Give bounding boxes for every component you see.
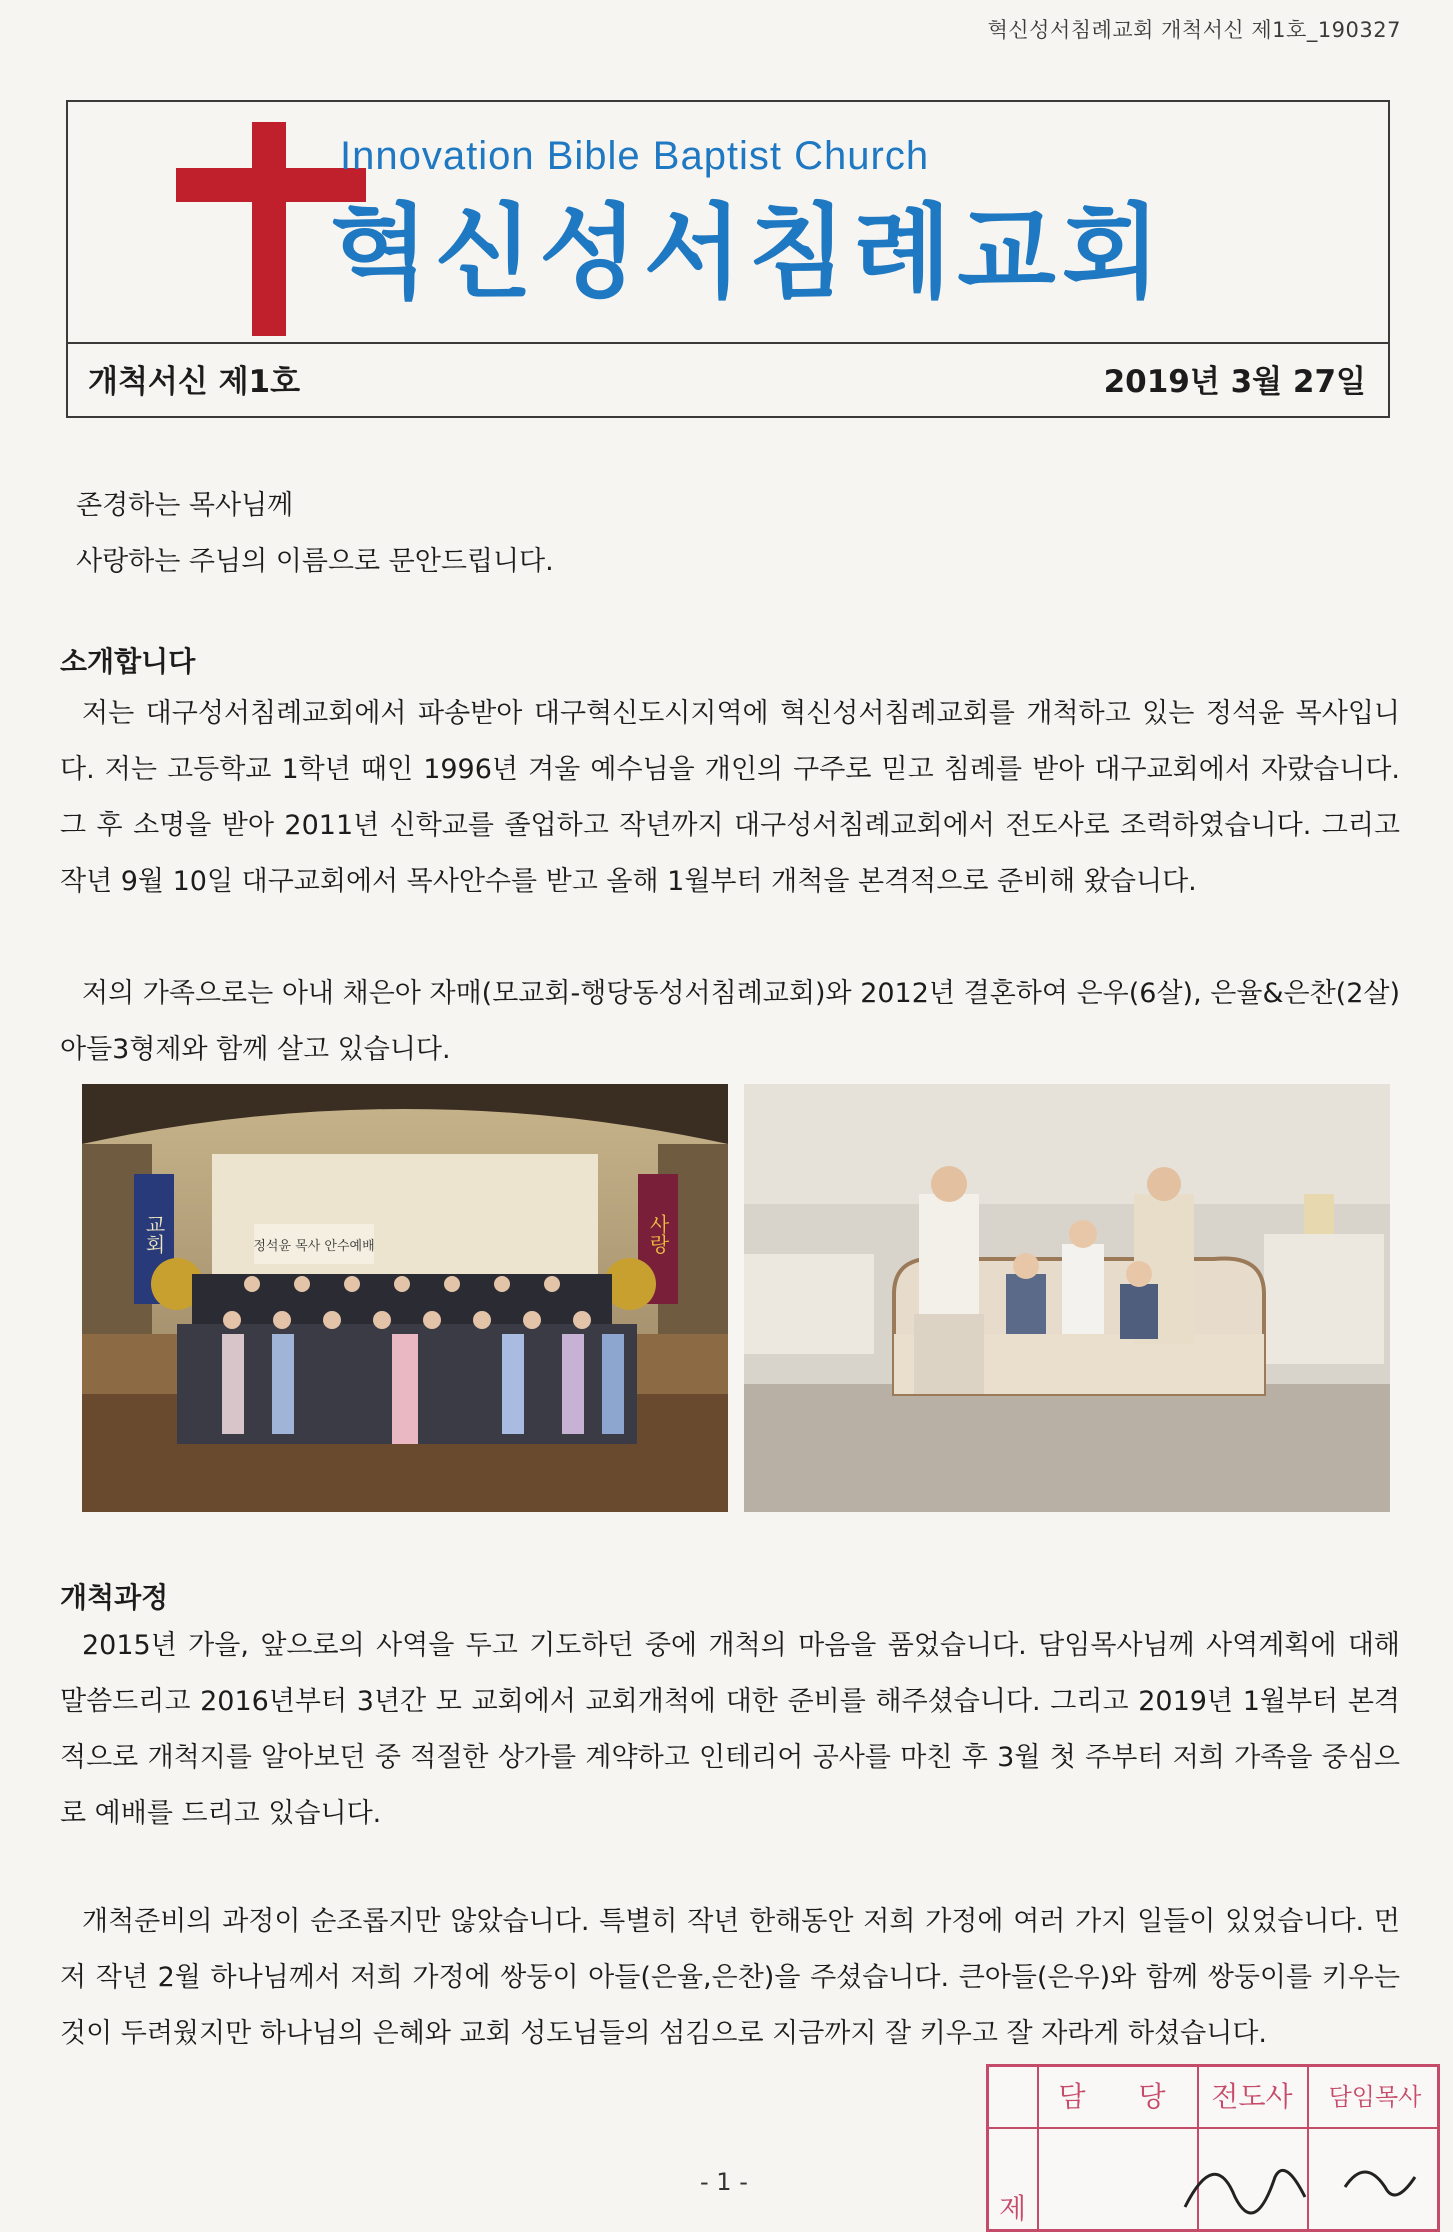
stamp-side-text: 제 [999,2192,1027,2225]
signature-mark [1175,2137,1435,2227]
stamp-col-2: 당 [1138,2080,1166,2113]
page-id: 혁신성서침례교회 개척서신 제1호_190327 [987,18,1401,42]
intro-paragraph-2: 저의 가족으로는 아내 채은아 자매(모교회-행당동성서침례교회)와 2012년 결혼하여 은우(6살), 은율&은찬(2살) 아들3형제와 함께 살고 있습니다. [60,978,1400,1065]
process-paragraph-2: 개척준비의 과정이 순조롭지만 않았습니다. 특별히 작년 한해동안 저희 가정에 여러 가지 일들이 있었습니다. 먼저 작년 2월 하나님께서 저희 가정에 쌍둥이 아들(은율,은찬)을 주셨습니다. 큰아들(은우)와 함께 쌍둥이를 키우는 것이 두려웠지만 하나님의 은혜와 교회 성도님들의 섬김으로 지금까지 잘 키우고 잘 자라게 하셨습니다. [60,1906,1400,2049]
issue-date: 2019년 3월 27일 [1103,364,1366,400]
issue-label: 개척서신 제1호 [88,364,301,400]
greeting [76,478,554,590]
masthead-divider [68,342,1388,344]
ordination-group-photo [82,1084,728,1512]
approval-stamp [986,2064,1440,2232]
process-paragraph-1: 2015년 가을, 앞으로의 사역을 두고 기도하던 중에 개척의 마음을 품었습니다. 담임목사님께 사역계획에 대해 말씀드리고 2016년부터 3년간 모 교회에서 교회개척에 대한 준비를 해주셨습니다. 그리고 2019년 1월부터 본격적으로 개척지를 알아보던 중 적절한 상가를 계약하고 인테리어 공사를 마친 후 3월 첫 주부터 저희 가족을 중심으로 예배를 드리고 있습니다. [60,1630,1400,1829]
stamp-col-4: 담임목사 [1328,2083,1422,2111]
banner-right-text: 사랑 [646,1214,670,1254]
ordination-sign-text: 정석윤 목사 안수예배 [253,1239,375,1254]
intro-title: 소개합니다 [60,645,196,678]
intro-paragraph-1: 저는 대구성서침례교회에서 파송받아 대구혁신도시지역에 혁신성서침례교회를 개척하고 있는 정석윤 목사입니다. 저는 고등학교 1학년 때인 1996년 겨울 예수님을 개인의 구주로 믿고 침례를 받아 대구교회에서 자랐습니다. 그 후 소명을 받아 2011년 신학교를 졸업하고 작년까지 대구성서침례교회에서 전도사로 조력하였습니다. 그리고 작년 9월 10일 대구교회에서 목사안수를 받고 올해 1월부터 개척을 본격적으로 준비해 왔습니다. [60,698,1400,897]
page-number: - 1 - [700,2168,748,2196]
church-name-ko: 혁신성서침례교회 [330,194,1167,313]
greeting-line-2: 사랑하는 주님의 이름으로 문안드립니다. [76,546,554,577]
process-title: 개척과정 [60,1581,169,1614]
greeting-line-1: 존경하는 목사님께 [76,490,294,521]
masthead [66,100,1390,418]
stamp-col-1: 담 [1058,2080,1086,2113]
banner-left-text: 교회 [142,1214,166,1254]
church-name-en: Innovation Bible Baptist Church [340,134,930,178]
family-photo [744,1084,1390,1512]
stamp-col-3: 전도사 [1211,2080,1293,2113]
